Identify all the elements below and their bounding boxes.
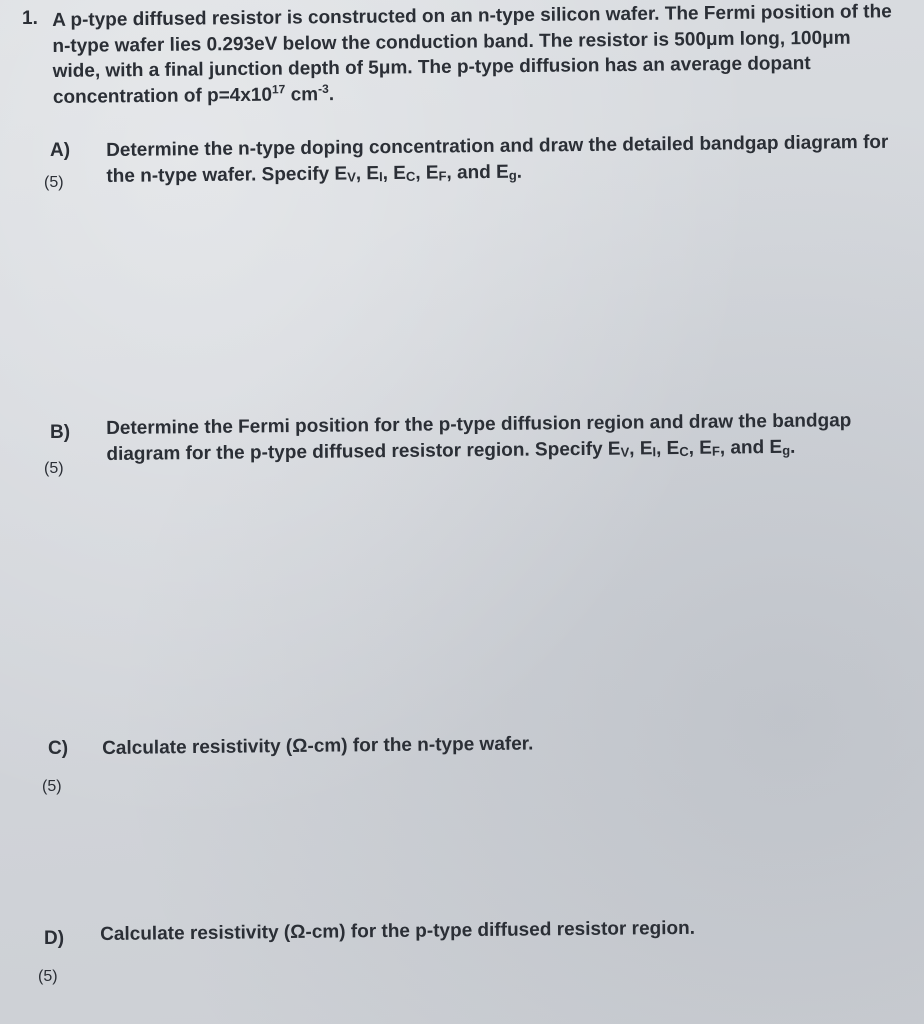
part-c-points: (5) xyxy=(42,778,62,795)
part-d-letter: D) xyxy=(44,928,65,949)
ev-subscript: V xyxy=(620,444,630,460)
part-a-sep-2: , E xyxy=(382,162,407,185)
part-a-letter: A) xyxy=(50,140,71,161)
part-a-points: (5) xyxy=(44,174,64,191)
ei-subscript: I xyxy=(378,169,383,185)
eg-subscript: g xyxy=(782,442,791,458)
part-a-sep-4: , and E xyxy=(446,161,509,184)
part-a-body: Determine the n-type doping concentration and draw the detailed bandgap diagram for the n-type wafer. Specify E xyxy=(106,131,889,187)
part-c-text: Calculate resistivity (Ω-cm) for the n-type wafer. xyxy=(102,733,534,759)
question-stem xyxy=(52,0,903,110)
ec-subscript: C xyxy=(679,443,689,459)
part-a-text xyxy=(106,130,917,193)
concentration-exponent: 17 xyxy=(271,81,286,96)
concentration-unit: cm xyxy=(285,83,319,106)
part-b-body: Determine the Fermi position for the p-type diffusion region and draw the bandgap diagram for the p-type diffused resistor region. Specify E xyxy=(106,410,852,465)
ei-subscript: I xyxy=(652,444,657,460)
part-c-letter: C) xyxy=(48,738,69,759)
part-a-sep-1: , E xyxy=(355,163,380,185)
ec-subscript: C xyxy=(405,168,416,184)
part-a-sep-3: , E xyxy=(415,162,439,184)
part-b-text xyxy=(106,408,917,471)
ef-subscript: F xyxy=(438,168,447,184)
part-b-sep-2: , E xyxy=(655,437,680,460)
stem-period: . xyxy=(328,83,335,105)
question-number: 1. xyxy=(22,8,38,29)
part-b-sep-1: , E xyxy=(629,438,653,460)
question-stem-text: A p-type diffused resistor is constructed on an n-type silicon wafer. The Fermi position of the n-type wafer lies 0.293eV below the conduction band. The resistor is 500μm long, 100μm wide, with a final junction depth of 5μm. The p-type diffusion has an average dopant concentration of p=4x10 xyxy=(52,1,892,108)
part-b-end: . xyxy=(790,436,796,458)
part-b-points: (5) xyxy=(44,460,64,477)
part-b-sep-4: , and E xyxy=(719,436,783,459)
part-d-text: Calculate resistivity (Ω-cm) for the p-type diffused resistor region. xyxy=(100,917,696,945)
eg-subscript: g xyxy=(508,167,517,183)
part-b-letter: B) xyxy=(50,422,71,443)
part-b-sep-3: , E xyxy=(688,437,713,459)
ef-subscript: F xyxy=(711,443,720,459)
ev-subscript: V xyxy=(347,169,356,185)
part-d-points: (5) xyxy=(38,968,58,985)
unit-exponent: -3 xyxy=(317,81,329,96)
part-a-end: . xyxy=(516,161,523,183)
